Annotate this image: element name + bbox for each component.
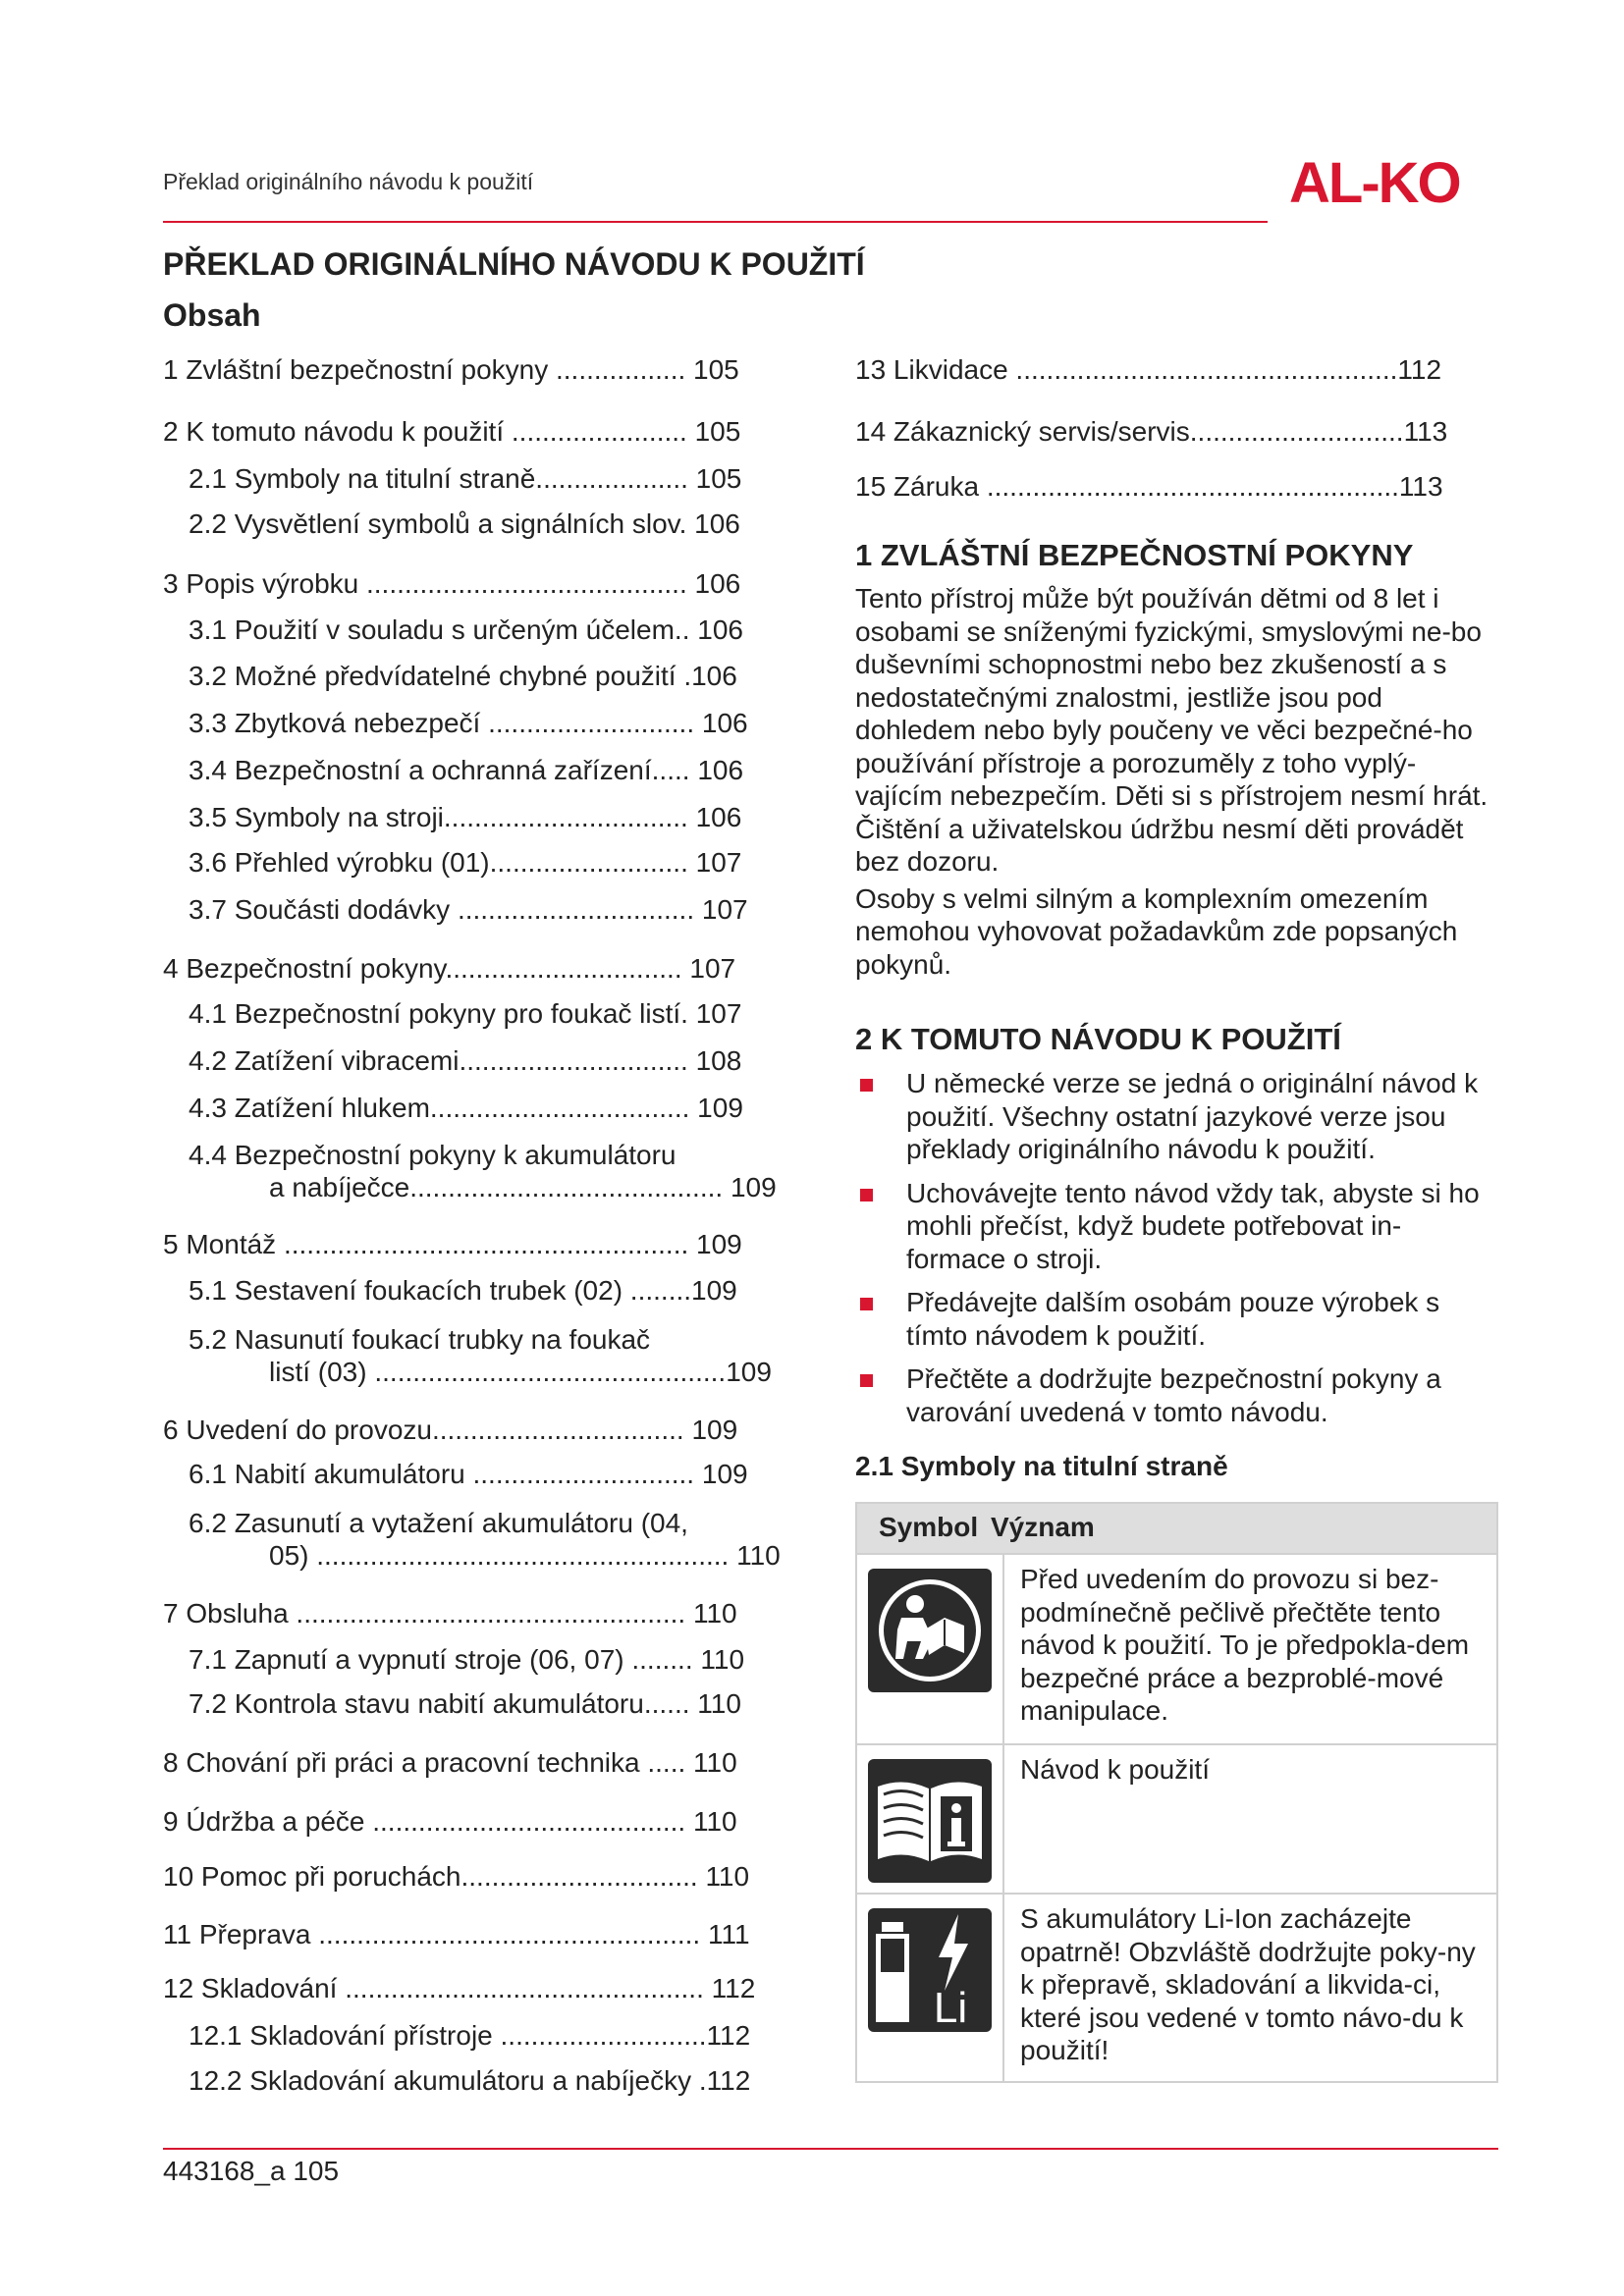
bullet-square-icon [860,1189,873,1201]
toc-item[interactable]: 2.2 Vysvětlení symbolů a signálních slov. 106 [189,508,740,539]
toc-item[interactable]: 7.2 Kontrola stavu nabití akumulátoru...... 110 [189,1688,741,1719]
toc-item[interactable]: 12.2 Skladování akumulátoru a nabíječky .112 [189,2065,751,2096]
bullet-item: Uchovávejte tento návod vždy tak, abyste si ho mohli přečíst, když budete potřebovat in-formace o stroji. [855,1177,1498,1276]
bullet-item: Přečtěte a dodržujte bezpečnostní pokyny a varování uvedená v tomto návodu. [855,1362,1498,1428]
toc-item[interactable]: 5.2 Nasunutí foukací trubky na foukač [189,1324,651,1355]
toc-item[interactable]: 2 K tomuto návodu k použití ....................... 105 [163,416,741,447]
footer-page-number: 443168_a 105 [163,2156,340,2186]
toc-item[interactable]: 4.4 Bezpečnostní pokyny k akumulátoru [189,1140,677,1170]
toc-item[interactable]: 3.2 Možné předvídatelné chybné použití .106 [189,661,737,691]
section-1-paragraph: Tento přístroj může být používán dětmi od 8 let i osobami se sníženými fyzickými, smyslovými ne-bo duševními schopnostmi nebo bez zkušeností a s nedostatečnými znalostmi, jestliže jsou pod dohledem nebo byly poučeny ve věci bezpečné-ho používání přístroje a porozuměly z toho vyplý-vajícím nebezpečím. Děti si s přístrojem nesmí hrát. Čištění a uživatelskou údržbu nesmí děti provádět bez dozoru. [855,583,1489,877]
toc-item[interactable]: 3.3 Zbytková nebezpečí ........................... 106 [189,708,748,738]
li-label: Li [933,1984,968,2032]
toc-item[interactable]: 14 Zákaznický servis/servis............................113 [855,416,1448,447]
toc-item[interactable]: 6.2 Zasunutí a vytažení akumulátoru (04, [189,1508,688,1538]
toc-item[interactable]: 5 Montáž ..................................................... 109 [163,1229,742,1259]
bullet-square-icon [860,1298,873,1310]
bullet-item: U německé verze se jedná o originální návod k použití. Všechny ostatní jazykové verze jsou překlady originálního návodu k použití. [855,1067,1498,1166]
main-title: PŘEKLAD ORIGINÁLNÍHO NÁVODU K POUŽITÍ [163,246,865,282]
footer-rule [163,2148,1498,2150]
symbol-meaning: Před uvedením do provozu si bez-podmínečně pečlivě přečtěte tento návod k použití. To je předpokla-dem bezpečné práce a bezproblé-mové manipulace. [1020,1564,1470,1726]
bullet-item: Předávejte dalším osobám pouze výrobek s tímto návodem k použití. [855,1286,1498,1352]
toc-item[interactable]: 4.1 Bezpečnostní pokyny pro foukač listí. 107 [189,998,742,1029]
toc-item[interactable]: 6.1 Nabití akumulátoru ............................. 109 [189,1459,748,1489]
toc-title: Obsah [163,297,261,333]
toc-item[interactable]: 11 Přeprava .................................................. 111 [163,1919,750,1949]
alko-logo: AL-KO [1289,151,1460,215]
section-1-paragraph-2: Osoby s velmi silným a komplexním omezením nemohou vyhovovat požadavkům zde popsaných pokynů. [855,882,1458,980]
column-header-symbol: Symbol [879,1512,979,1542]
section-2-bullet-list [855,1067,1498,1439]
bullet-square-icon [860,1079,873,1092]
toc-item[interactable]: 15 Záruka ......................................................113 [855,471,1443,502]
toc-item[interactable]: 3.7 Součásti dodávky ............................... 107 [189,894,748,925]
toc-item[interactable]: 13 Likvidace ..................................................112 [855,354,1442,385]
toc-item[interactable]: 5.1 Sestavení foukacích trubek (02) ........109 [189,1275,737,1306]
toc-item[interactable]: 12 Skladování ............................................... 112 [163,1973,756,2003]
toc-item[interactable]: 9 Údržba a péče ......................................... 110 [163,1806,737,1837]
toc-item[interactable]: 3 Popis výrobku .......................................... 106 [163,568,741,599]
toc-item[interactable]: 4.3 Zatížení hlukem.................................. 109 [189,1093,743,1123]
section-1-heading: 1 ZVLÁŠTNÍ BEZPEČNOSTNÍ POKYNY [855,538,1414,572]
symbol-table-row [857,1553,1496,1743]
toc-item[interactable]: 7 Obsluha ................................................... 110 [163,1598,737,1629]
toc-item[interactable]: 10 Pomoc při poruchách............................... 110 [163,1861,750,1892]
toc-item[interactable]: 3.6 Přehled výrobku (01).......................... 107 [189,847,742,878]
section-2-1-heading: 2.1 Symboly na titulní straně [855,1451,1228,1481]
toc-item[interactable]: 3.5 Symboly na stroji................................ 106 [189,802,742,832]
header-rule [163,221,1268,223]
symbol-table-row [857,1743,1496,1893]
toc-item[interactable]: 8 Chování při práci a pracovní technika ..... 110 [163,1747,737,1778]
toc-item[interactable]: 2.1 Symboly na titulní straně.................... 105 [189,463,742,494]
header-title: Překlad originálního návodu k použití [163,169,534,194]
toc-item[interactable]: 12.1 Skladování přístroje ...........................112 [189,2020,751,2051]
li-ion-battery-icon [868,1908,992,2032]
read-manual-icon [868,1569,992,1692]
symbol-table-row [857,1893,1496,2081]
symbol-table [855,1502,1498,2083]
symbol-meaning: Návod k použití [1020,1754,1210,1785]
symbol-meaning: S akumulátory Li-Ion zacházejte opatrně! Obzvláště dodržujte poky-ny k přepravě, skladování a likvida-ci, které jsou vedené v tomto návo-du k použití! [1020,1903,1476,2065]
section-2-heading: 2 K TOMUTO NÁVODU K POUŽITÍ [855,1022,1341,1056]
toc-item-cont[interactable]: 05) ...................................................... 110 [269,1540,781,1571]
toc-item[interactable]: 6 Uvedení do provozu................................. 109 [163,1415,738,1445]
toc-item[interactable]: 3.1 Použití v souladu s určeným účelem.. 106 [189,614,743,645]
toc-item[interactable]: 4.2 Zatížení vibracemi.............................. 108 [189,1045,742,1076]
manual-info-icon [868,1759,992,1883]
bullet-square-icon [860,1374,873,1387]
toc-item[interactable]: 7.1 Zapnutí a vypnutí stroje (06, 07) ........ 110 [189,1644,745,1675]
toc-item[interactable]: 4 Bezpečnostní pokyny............................... 107 [163,953,736,984]
column-header-meaning: Význam [991,1512,1095,1542]
toc-item-cont[interactable]: a nabíječce......................................... 109 [269,1172,777,1202]
toc-item[interactable]: 3.4 Bezpečnostní a ochranná zařízení..... 106 [189,755,744,785]
toc-item-cont[interactable]: listí (03) ..............................................109 [269,1357,772,1387]
symbol-table-header [857,1504,1496,1553]
toc-item[interactable]: 1 Zvláštní bezpečnostní pokyny ................. 105 [163,354,739,385]
